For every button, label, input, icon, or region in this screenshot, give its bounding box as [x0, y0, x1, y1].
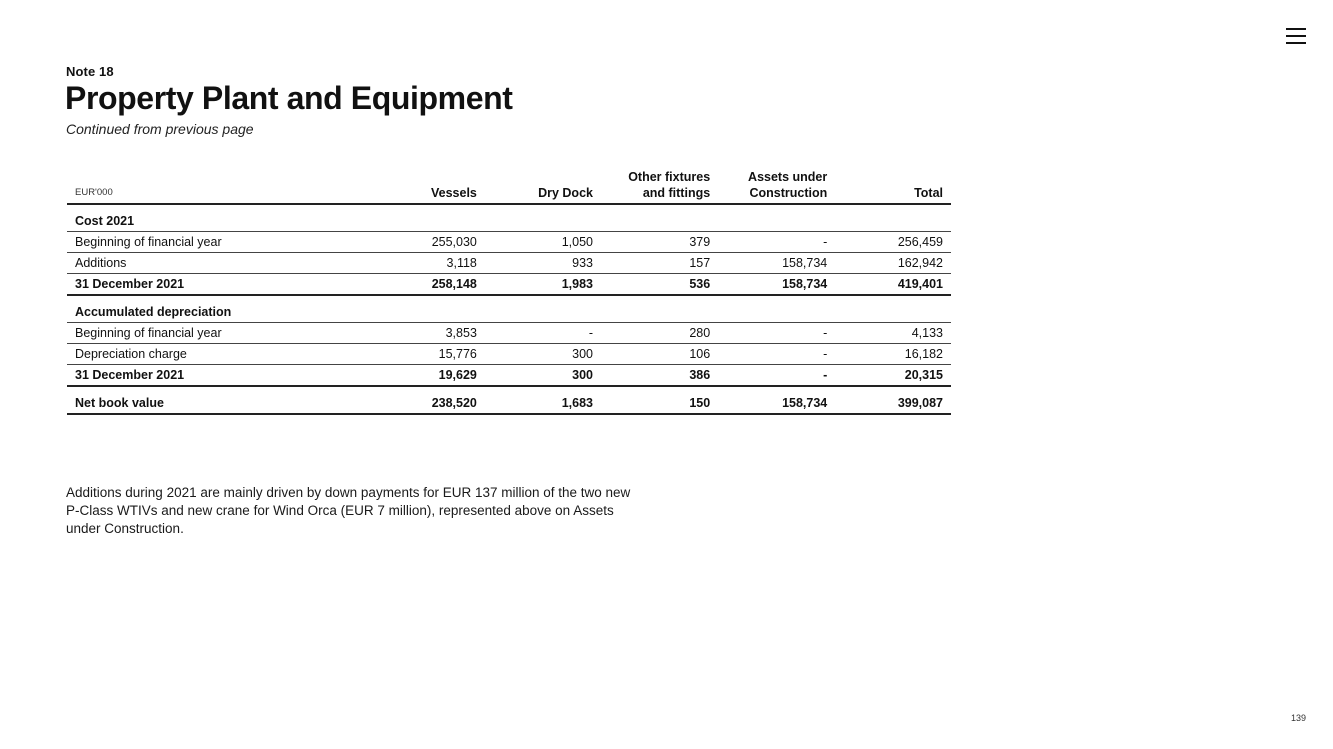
row-label: Beginning of financial year [67, 232, 367, 253]
row-label: Depreciation charge [67, 344, 367, 365]
column-header-assets-under-construction: Assets under Construction [748, 170, 828, 200]
menu-bar-middle [1286, 35, 1306, 37]
cell-value: - [718, 232, 835, 253]
cell-value: 20,315 [835, 365, 951, 387]
cell-value: 379 [601, 232, 718, 253]
cell-value: 158,734 [718, 274, 835, 296]
table-row [67, 253, 951, 274]
cell-value: - [718, 365, 835, 387]
cell-value: 150 [601, 393, 718, 414]
cell-value: - [718, 323, 835, 344]
cell-value: 3,853 [367, 323, 485, 344]
ppe-table [67, 165, 951, 415]
table-header-row [67, 165, 951, 204]
cell-value: 3,118 [367, 253, 485, 274]
section-heading: Accumulated depreciation [67, 302, 951, 323]
column-header-vessels: Vessels [431, 186, 477, 200]
table-row [67, 323, 951, 344]
cell-value: - [718, 344, 835, 365]
cell-value: 399,087 [835, 393, 951, 414]
column-header-total: Total [914, 186, 943, 200]
note-paragraph: Additions during 2021 are mainly driven by down payments for EUR 137 million of the two new P-Class WTIVs and new crane for Wind Orca (EUR 7 million), represented above on Assets under Construction. [66, 485, 631, 536]
total-row [67, 274, 951, 296]
cell-value: 386 [601, 365, 718, 387]
column-header-other-fixtures: Other fixtures and fittings [628, 170, 711, 200]
cell-value: 258,148 [367, 274, 485, 296]
section-heading-row [67, 211, 951, 232]
cell-value: 1,050 [485, 232, 601, 253]
cell-value: 158,734 [718, 253, 835, 274]
row-label: 31 December 2021 [67, 365, 367, 387]
cell-value: 162,942 [835, 253, 951, 274]
row-label: 31 December 2021 [67, 274, 367, 296]
cell-value: 4,133 [835, 323, 951, 344]
cell-value: 1,983 [485, 274, 601, 296]
row-label: Beginning of financial year [67, 323, 367, 344]
section-heading-row [67, 302, 951, 323]
cell-value: 255,030 [367, 232, 485, 253]
total-row [67, 365, 951, 387]
page-number: 139 [1291, 713, 1307, 723]
row-label: Additions [67, 253, 367, 274]
cell-value: 106 [601, 344, 718, 365]
cell-value: 536 [601, 274, 718, 296]
menu-bar-bottom [1286, 42, 1306, 44]
cell-value: 16,182 [835, 344, 951, 365]
table-row [67, 232, 951, 253]
cell-value: 419,401 [835, 274, 951, 296]
page-title: Property Plant and Equipment [65, 80, 513, 116]
cell-value: 19,629 [367, 365, 485, 387]
unit-label: EUR'000 [75, 187, 113, 198]
cell-value: - [485, 323, 601, 344]
cell-value: 157 [601, 253, 718, 274]
cell-value: 158,734 [718, 393, 835, 414]
row-label: Net book value [67, 393, 367, 414]
note-label: Note 18 [66, 64, 114, 79]
cell-value: 256,459 [835, 232, 951, 253]
cell-value: 1,683 [485, 393, 601, 414]
page-subtitle: Continued from previous page [66, 121, 254, 137]
cell-value: 238,520 [367, 393, 485, 414]
table-row [67, 344, 951, 365]
cell-value: 15,776 [367, 344, 485, 365]
cell-value: 300 [485, 344, 601, 365]
menu-bar-top [1286, 28, 1306, 30]
cell-value: 300 [485, 365, 601, 387]
net-book-value-row [67, 393, 951, 414]
hamburger-menu-icon[interactable] [1286, 27, 1306, 45]
section-heading: Cost 2021 [67, 211, 951, 232]
cell-value: 933 [485, 253, 601, 274]
column-header-dry-dock: Dry Dock [538, 186, 593, 200]
cell-value: 280 [601, 323, 718, 344]
